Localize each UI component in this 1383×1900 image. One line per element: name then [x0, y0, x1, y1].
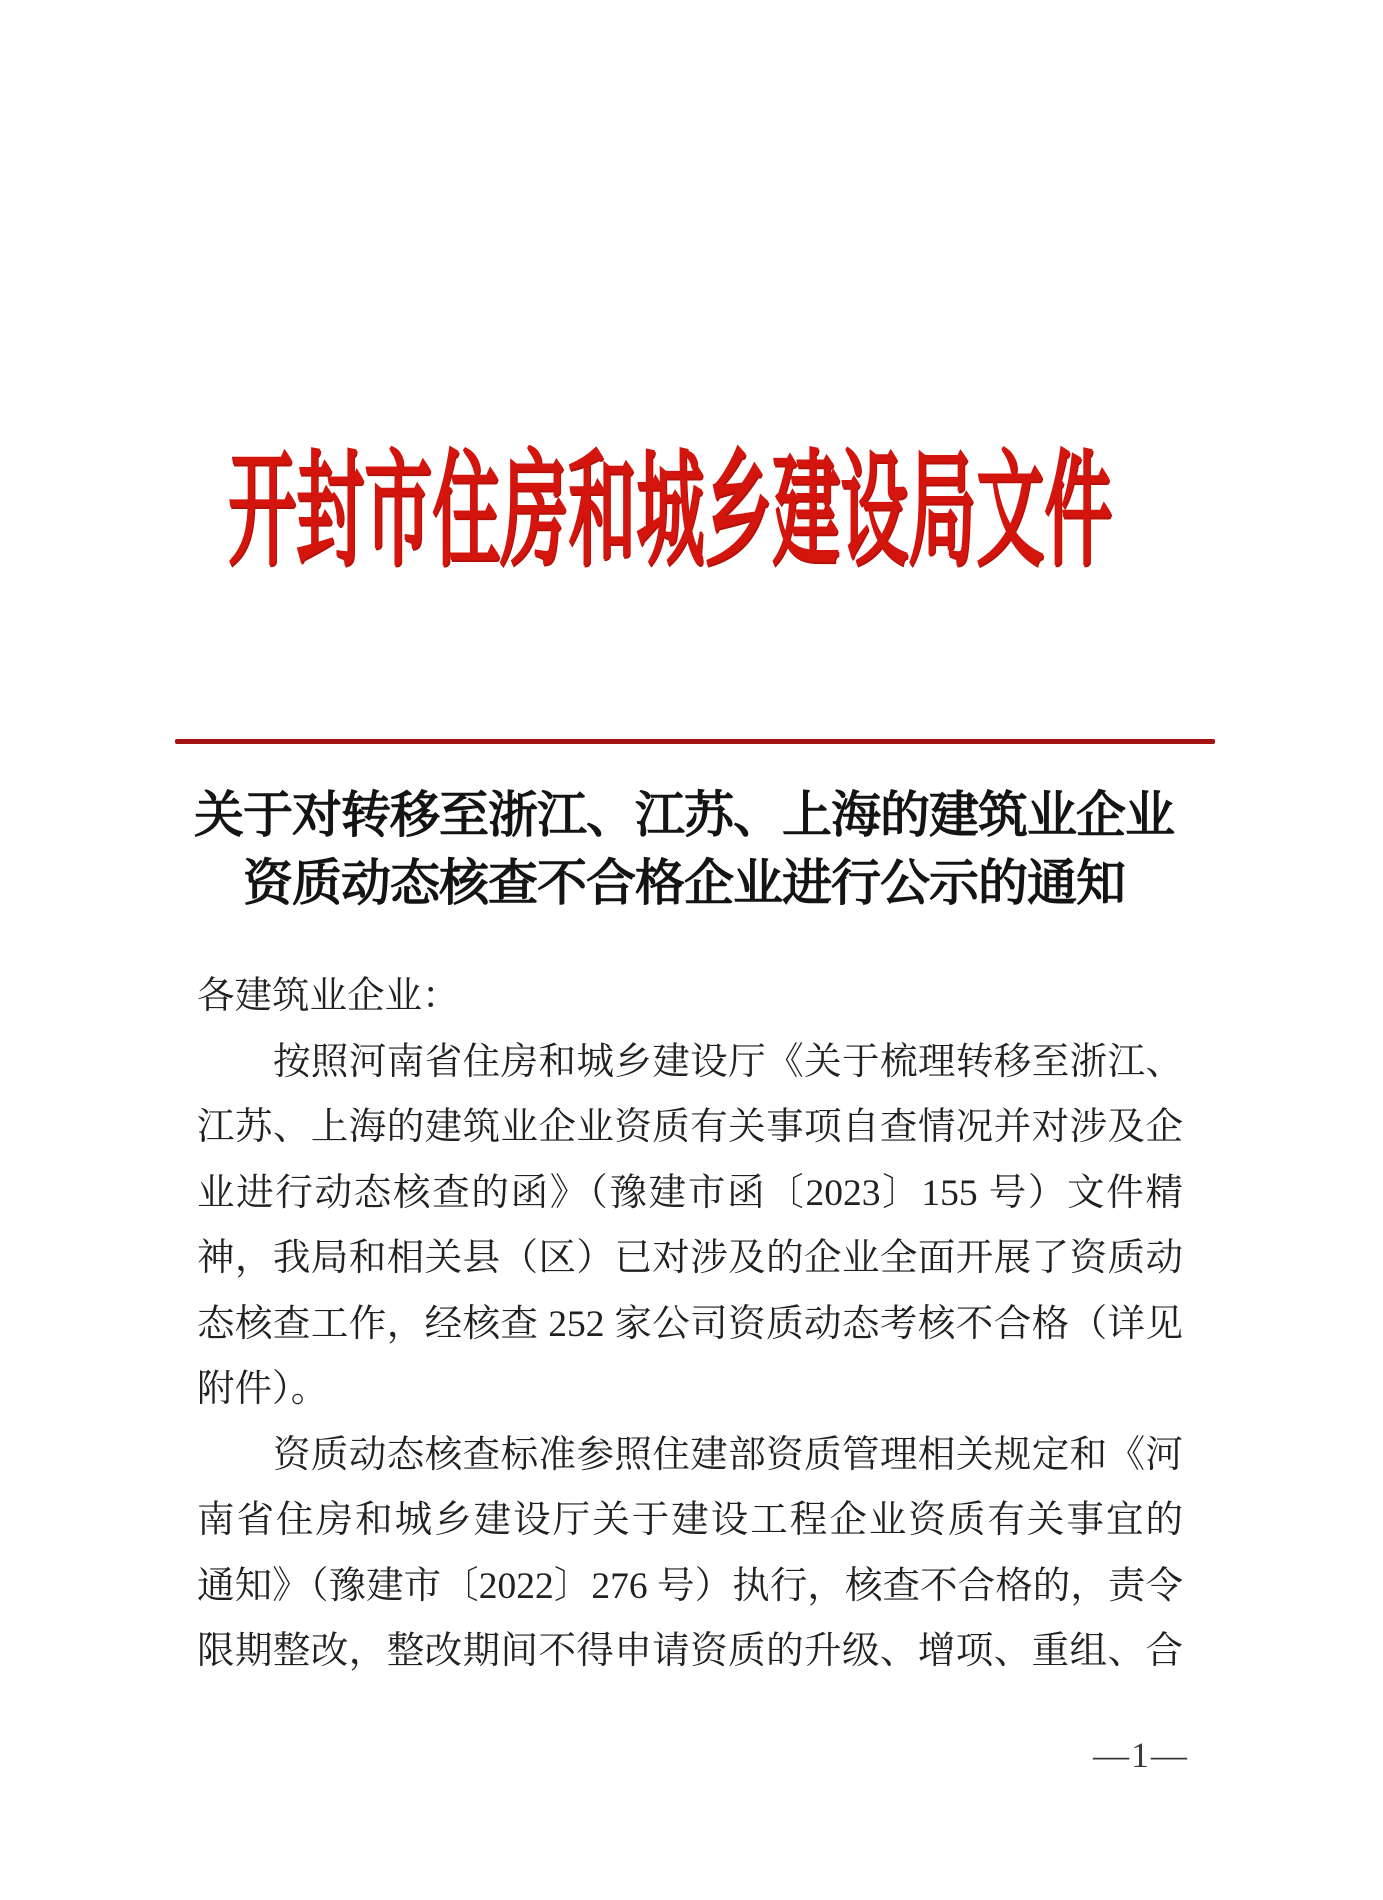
body-line: 通知》（豫建市〔2022〕276 号）执行，核查不合格的，责令	[197, 1565, 1183, 1607]
document-title	[8, 781, 1360, 917]
body-line: 按照河南省住房和城乡建设厅《关于梳理转移至浙江、	[273, 1041, 1183, 1083]
body-line: 神，我局和相关县（区）已对涉及的企业全面开展了资质动	[197, 1238, 1183, 1279]
red-divider-line	[175, 739, 1215, 744]
body-line: 态核查工作，经核查 252 家公司资质动态考核不合格（详见	[197, 1303, 1183, 1345]
body-line: 附件）。	[197, 1369, 329, 1410]
page-number: —1—	[1093, 1735, 1189, 1775]
salutation-line: 各建筑业企业：	[197, 976, 460, 1017]
document-body	[197, 964, 1183, 1685]
body-line: 限期整改，整改期间不得申请资质的升级、增项、重组、合	[197, 1631, 1183, 1672]
document-title-line2: 资质动态核查不合格企业进行公示的通知	[243, 855, 1125, 911]
document-title-line1: 关于对转移至浙江、江苏、上海的建筑业企业	[194, 787, 1174, 843]
body-line: 江苏、上海的建筑业企业资质有关事项自查情况并对涉及企	[197, 1107, 1183, 1148]
body-line: 资质动态核查标准参照住建部资质管理相关规定和《河	[273, 1434, 1183, 1476]
issuing-agency-red-header: 开封市住房和城乡建设局文件	[227, 440, 1112, 582]
body-line: 南省住房和城乡建设厅关于建设工程企业资质有关事宜的	[197, 1500, 1183, 1541]
body-line: 业进行动态核查的函》（豫建市函〔2023〕155 号）文件精	[197, 1172, 1183, 1214]
